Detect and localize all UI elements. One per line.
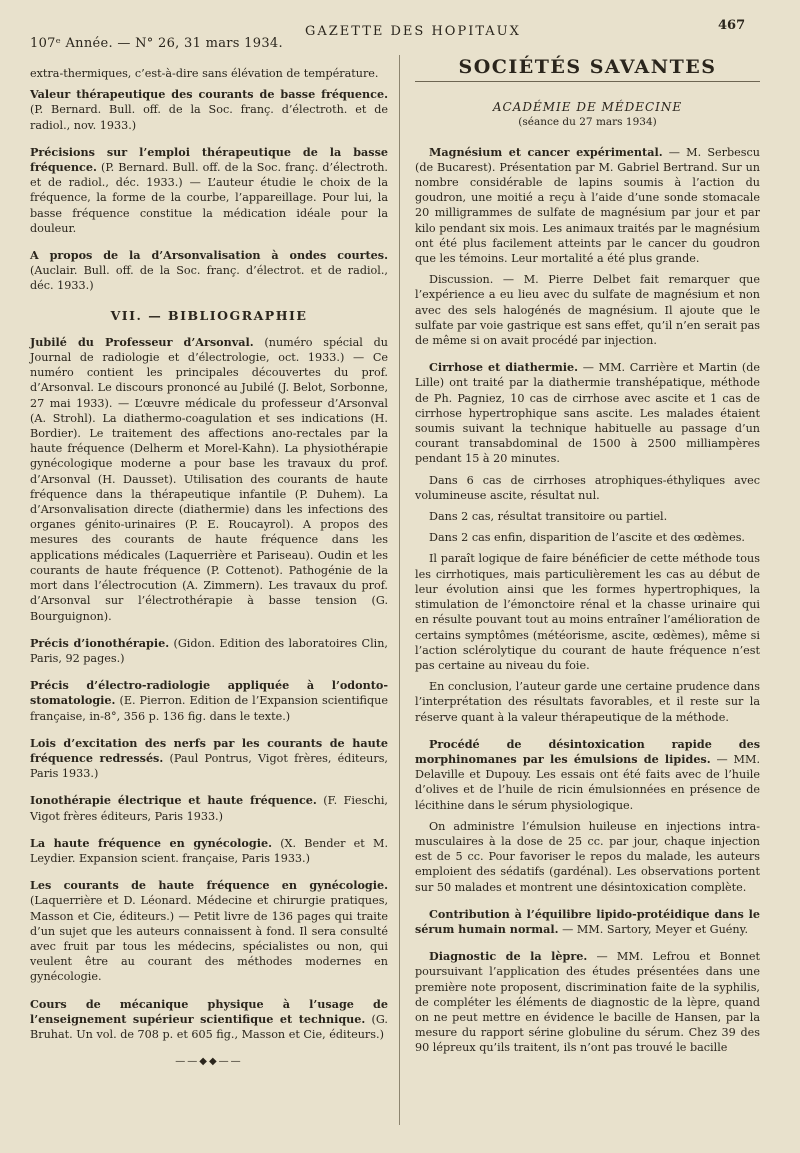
entry-title: Lois d’excitation des nerfs par les courants de haute fréquence redressés. (30, 735, 388, 765)
entry-valeur-therapeutique (30, 87, 388, 133)
academy-title: ACADÉMIE DE MÉDECINE (492, 100, 683, 115)
entry-title: Précis d’électro-radiologie appliquée à l’odonto-stomatologie. (30, 678, 388, 708)
running-head (30, 18, 746, 58)
entry-courants-gynecologie (30, 878, 388, 984)
entry-body: (F. Fieschi, Vigot frères éditeurs, Paris 1933.) (30, 794, 388, 823)
column-divider (399, 55, 400, 1125)
entry-body: (P. Bernard. Bull. off. de la Soc. franç. d’électroth. et de radiol., nov. 1933.) (30, 103, 388, 132)
article-text: — MM. Carrière et Martin (de Lille) ont traité par la diathermie transhépatique, méthode de Ph. Pagniez, 10 cas de cirrhose avec ascite et 1 cas de cirrhose hypertrophique sans ascite. Les malades étaient soumis suivant la technique habituelle au passage d’un courant transabdominal de 1500 à 2500 milliampères pendant 15 à 20 minutes. (415, 361, 760, 466)
left-column (30, 66, 388, 1069)
article-text: — MM. Lefrou et Bonnet poursuivant l’application des études présentées dans une première note proposent, discrimination faite de la syphilis, de compléter les éléments de diagnostic de la lèpre, quand on ne peut mettre en évidence le bacille de Hansen, par la mesure du rapport sérine globuline du sérum. Chez 39 des 90 lépreux qu’ils traitent, ils n’ont pas trouvé le bacille (415, 950, 760, 1055)
article-text: — MM. Sartory, Meyer et Guény. (562, 922, 749, 936)
article-para (415, 949, 760, 1055)
entry-body: (X. Bender et M. Leydier. Expansion scient. française, Paris 1933.) (30, 836, 389, 865)
entry-title: Les courants de haute fréquence en gynécologie. (30, 878, 388, 893)
article-para (415, 737, 760, 813)
entry-precisions (30, 145, 388, 236)
article-title: Diagnostic de la lèpre. (429, 949, 588, 964)
article-para: En conclusion, l’auteur garde une certaine prudence dans l’interprétation des résultats favorables, et il reste sur la réserve quant à la valeur thérapeutique de la méthode. (415, 680, 760, 724)
entry-haute-frequence-gynecologie (30, 836, 388, 866)
article-para (415, 907, 760, 937)
article-lepre (415, 949, 760, 1055)
entry-ionotherapie (30, 636, 388, 666)
entry-body: (G. Bruhat. Un vol. de 708 p. et 605 fig., Masson et Cie, éditeurs.) (30, 1012, 388, 1041)
heading-rule (415, 81, 760, 82)
ornament-icon: ——◆◆—— (175, 1056, 243, 1068)
article-para (415, 360, 760, 466)
article-para: Dans 6 cas de cirrhoses atrophiques-éthyliques avec volumineuse ascite, résultat nul. (415, 473, 760, 502)
article-para (415, 145, 760, 267)
seance-date: (séance du 27 mars 1934) (518, 116, 657, 129)
entry-title: Ionothérapie électrique et haute fréquence. (30, 793, 317, 808)
entry-title: Jubilé du Professeur d’Arsonval. (30, 334, 254, 349)
article-title: Magnésium et cancer expérimental. (429, 144, 663, 159)
section-title-bibliographie: VII. — BIBLIOGRAPHIE (110, 307, 308, 323)
entry-lois-excitation (30, 736, 388, 782)
page-number: 467 (718, 18, 746, 33)
entry-body: (Auclair. Bull. off. de la Soc. franç. d’électrot. et de radiol., déc. 1933.) (30, 264, 388, 293)
intro-text: extra-thermiques, c’est-à-dire sans élévation de température. (30, 67, 379, 80)
article-equilibre (415, 907, 760, 937)
entry-title: Cours de mécanique physique à l’usage de l’enseignement supérieur scientifique et technique. (30, 996, 388, 1026)
entry-arsonvalisation (30, 248, 388, 294)
article-text: — MM. Delaville et Dupouy. Les essais ont été faits avec de l’huile d’olives et de l’huile de ricin émulsionnées en présence de lécithine dans le sérum physiologique. (415, 752, 761, 812)
article-title: Procédé de désintoxication rapide des morphinomanes par les émulsions de lipides. (415, 736, 760, 766)
entry-body: (E. Pierron. Edition de l’Expansion scientifique française, in-8°, 356 p. 136 fig. dans le texte.) (30, 694, 388, 723)
entry-title: Valeur thérapeutique des courants de basse fréquence. (30, 87, 388, 102)
article-title: Cirrhose et diathermie. (429, 360, 579, 375)
entry-cours-mecanique (30, 997, 388, 1043)
article-para: Dans 2 cas, résultat transitoire ou partiel. (429, 510, 668, 524)
right-column (415, 56, 761, 1068)
article-text: — M. Serbescu (de Bucarest). Présentation par M. Gabriel Bertrand. Sur un nombre considérable de lapins soumis à l’action du goudron, une moitié a reçu à l’aide d’une sonde stomacale 20 milligrammes de sulfate de magnésium par jour et par kilo pendant six mois. Les animaux traités par le magnésium ont été plus facilement atteints par le cancer du goudron que les témoins. Leur mortalité a été plus grande. (415, 145, 760, 266)
article-magnesium (415, 145, 760, 349)
article-title: Contribution à l’équilibre lipido-protéidique dans le sérum humain normal. (415, 906, 760, 936)
entry-title: Précisions sur l’emploi thérapeutique de la basse fréquence. (30, 144, 388, 175)
entry-title: A propos de la d’Arsonvalisation à ondes courtes. (30, 248, 388, 263)
entry-electro-radiologie (30, 678, 388, 724)
article-para: On administre l’émulsion huileuse en injections intra-musculaires à la dose de 25 cc. par jour, chaque injection est de 5 cc. Pour favoriser le repos du malade, les auteurs emploient des sédatifs (gardénal). Les observations portent sur 50 malades et montrent une désintoxication complète. (415, 819, 760, 894)
entry-body: (numéro spécial du Journal de radiologie et d’électrologie, oct. 1933.) — Ce numéro contient les principales découvertes du prof. d’Arsonval. Le discours prononcé au Jubilé (J. Belot, Sorbonne, 27 mai 1933). — L’œuvre médicale du professeur d’Arsonval (A. Strohl). La diathermo-coagulation et ses indications (H. Bordier). Le traitement des affections ano-rectales par la haute fréquence (Delherm et Morel-Kahn). La physiothérapie gynécologique moderne a pour base les travaux du prof. d’Arsonval (H. Dausset). Utilisation des courants de haute fréquence dans la thérapeutique infantile (P. Duhem). La d’Arsonvalisation directe (diathermie) dans les infections des organes génito-urinaires (P. E. Roucayrol). A propos des mesures des courants de haute fréquence dans les applications médicales (Laquerrière et Pariseau). Oudin et les courants de haute fréquence (P. Cottenot). Pathogénie de la mort dans l’électrocution (A. Zimmern). Les travaux du prof. d’Arsonval sur l’électrothérapie à basse tension (G. Bourguignon). (30, 335, 388, 623)
section-heading: SOCIÉTÉS SAVANTES (458, 56, 717, 78)
entry-jubile (30, 335, 388, 624)
issue-line: 107ᵉ Année. — N° 26, 31 mars 1934. (30, 36, 283, 51)
entry-title: La haute fréquence en gynécologie. (30, 835, 272, 850)
entry-body: (P. Bernard. Bull. off. de la Soc. franç. d’électroth. et de radiol., déc. 1933.) — L’auteur étudie le choix de la fréquence, la forme de la courbe, l’appareillage. Pour lui, la basse fréquence constitue la médication idéale pour la douleur. (30, 161, 388, 235)
article-cirrhose (415, 360, 760, 724)
entry-body: (Gidon. Edition des laboratoires Clin, Paris, 92 pages.) (30, 636, 388, 665)
article-para: Discussion. — M. Pierre Delbet fait remarquer que l’expérience a eu lieu avec du sulfate de magnésium et non avec des sels halogénés de magnésium. Il ajoute que le sulfate par voie gastrique est sans effet, qu’il n’en serait pas de même si on avait procédé par injection. (415, 273, 760, 348)
journal-name: GAZETTE DES HOPITAUX (305, 24, 521, 39)
article-para: Dans 2 cas enfin, disparition de l’ascite et des œdèmes. (429, 531, 745, 545)
entry-body: (Paul Pontrus, Vigot frères, éditeurs, Paris 1933.) (30, 751, 388, 781)
article-para: Il paraît logique de faire bénéficier de cette méthode tous les cirrhotiques, mais particulièrement les cas au début de leur évolution ainsi que les formes hypertrophiques, la stimulation de l’émonctoire rénal et la chasse urinaire qui en résulte pouvant tout au moins entraîner l’amélioration de certains symptômes (météorisme, ascite, œdèmes), même si l’action sclérolytique du courant de haute fréquence n’est pas certaine au niveau du foie. (415, 552, 760, 672)
entry-body: (Laquerrière et D. Léonard. Médecine et chirurgie pratiques, Masson et Cie, éditeurs.) — Petit livre de 136 pages qui traite d’un sujet que les auteurs connaissent à fond. Il sera consulté avec fruit par tous les médecins, spécialistes ou non, qui veulent être au courant des méthodes modernes en gynécologie. (30, 894, 388, 984)
entry-ionotherapie-electrique (30, 793, 388, 823)
entry-title: Précis d’ionothérapie. (30, 635, 170, 650)
article-desintoxication (415, 737, 760, 895)
